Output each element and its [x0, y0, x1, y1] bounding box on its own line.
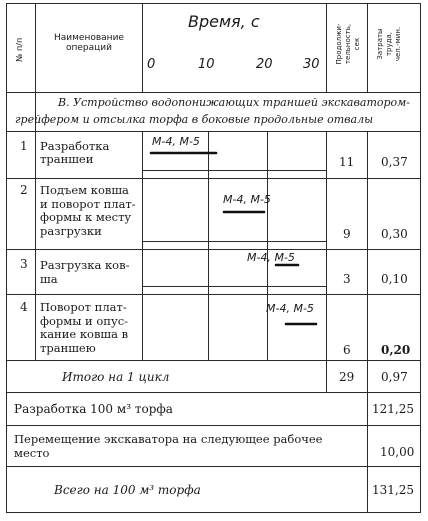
header-duration: Продолжи- тельность, сек [335, 23, 361, 65]
row-1-num: 1 [20, 139, 28, 153]
header-operation: Наименование операций [54, 33, 124, 53]
row-4-duration: 6 [343, 343, 351, 357]
header-tick-30: 30 [303, 57, 320, 72]
row-4-crew: М-4, М-5 [266, 302, 314, 315]
header-tick-0: 0 [147, 57, 156, 72]
row-1-duration: 11 [339, 155, 355, 169]
header-labor: Затраты труда, чел.-мин. [376, 26, 402, 62]
header-tick-10: 10 [198, 57, 215, 72]
total-cycle-label: Итого на 1 цикл [62, 370, 170, 384]
peat-100-label: Разработка 100 м³ торфа [14, 402, 173, 416]
grand-total-labor: 131,25 [372, 483, 414, 497]
move-labor: 10,00 [380, 445, 415, 459]
peat-100-labor: 121,25 [372, 402, 414, 416]
grand-total-label: Всего на 100 м³ торфа [54, 483, 201, 497]
row-3-crew: М-4, М-5 [247, 251, 295, 264]
section-title-line1: В. Устройство водопонижающих траншей экскаватором- [58, 96, 410, 109]
section-title-line2: грейфером и отсылка торфа в боковые продольные отвалы [15, 113, 374, 126]
header-tick-20: 20 [256, 57, 273, 72]
row-4-name: Поворот плат- формы и опус- кание ковша в траншею [40, 300, 129, 355]
row-2-num: 2 [20, 183, 28, 197]
row-3-labor: 0,10 [381, 272, 408, 286]
row-2-duration: 9 [343, 227, 351, 241]
header-num: № п/п [15, 37, 24, 62]
row-1-name: Разработка траншеи [40, 139, 110, 166]
row-4-labor: 0,20 [381, 343, 411, 357]
row-3-duration: 3 [343, 272, 351, 286]
row-2-labor: 0,30 [381, 227, 408, 241]
row-4-num: 4 [20, 300, 28, 314]
row-1-labor: 0,37 [381, 155, 408, 169]
total-cycle-duration: 29 [339, 370, 355, 384]
row-2-name: Подъем ковша и поворот плат- формы к месту разгрузки [40, 183, 136, 238]
header-time-title: Время, с [188, 12, 260, 31]
row-3-num: 3 [20, 257, 28, 271]
row-3-name: Разгрузка ков- ша [40, 258, 130, 286]
row-2-crew: М-4, М-5 [223, 193, 271, 206]
move-label: Перемещение экскаватора на следующее рабочее место [14, 432, 323, 460]
total-cycle-labor: 0,97 [381, 370, 408, 384]
row-1-crew: М-4, М-5 [152, 135, 200, 148]
